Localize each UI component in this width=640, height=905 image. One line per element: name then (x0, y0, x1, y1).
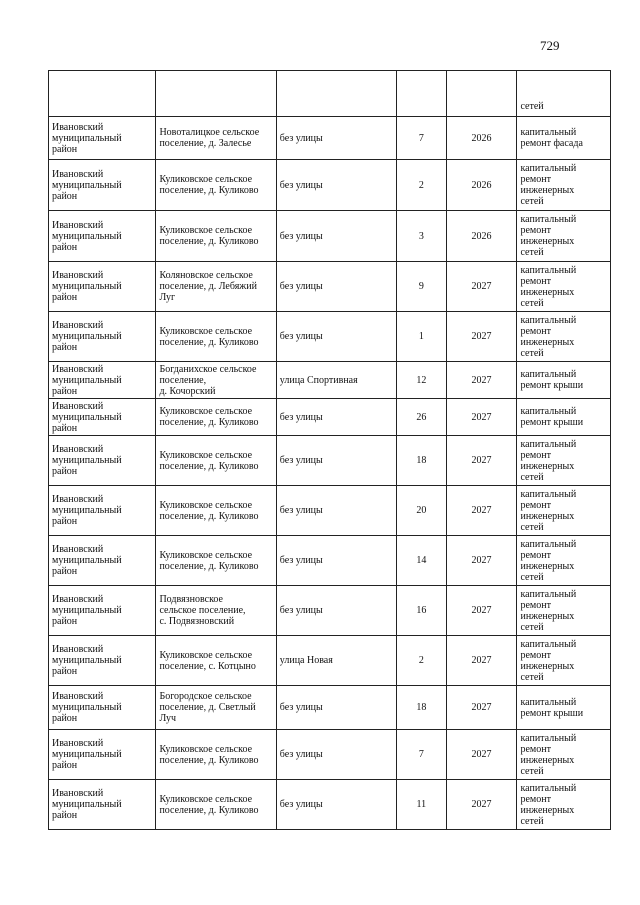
work-type-cell: капитальный ремонт инженерных сетей (517, 636, 611, 686)
district-cell: Ивановский муниципальный район (49, 211, 156, 262)
table-row (49, 262, 611, 312)
settlement-cell: Куликовское сельское поселение, д. Куликово (156, 160, 276, 211)
work-type-cell: капитальный ремонт фасада (517, 117, 611, 160)
table-row (49, 686, 611, 730)
house-cell: 2 (397, 160, 446, 211)
work-type-cell: капитальный ремонт инженерных сетей (517, 536, 611, 586)
street-cell: без улицы (276, 730, 396, 780)
table-row-continued (49, 71, 611, 117)
settlement-cell: Подвязновское сельское поселение, с. Подвязновский (156, 586, 276, 636)
street-cell: без улицы (276, 536, 396, 586)
year-cell: 2027 (446, 636, 517, 686)
district-cell: Ивановский муниципальный район (49, 399, 156, 436)
district-cell: Ивановский муниципальный район (49, 160, 156, 211)
street-cell: без улицы (276, 160, 396, 211)
work-type-cell: капитальный ремонт инженерных сетей (517, 586, 611, 636)
street-cell (276, 71, 396, 117)
settlement-cell: Богданихское сельское поселение, д. Кочорский (156, 362, 276, 399)
settlement-cell: Куликовское сельское поселение, д. Куликово (156, 730, 276, 780)
year-cell: 2026 (446, 117, 517, 160)
settlement-cell: Богородское сельское поселение, д. Светлый Луч (156, 686, 276, 730)
table-row (49, 117, 611, 160)
district-cell: Ивановский муниципальный район (49, 686, 156, 730)
district-cell: Ивановский муниципальный район (49, 586, 156, 636)
district-cell: Ивановский муниципальный район (49, 486, 156, 536)
settlement-cell: Коляновское сельское поселение, д. Лебяжий Луг (156, 262, 276, 312)
year-cell: 2027 (446, 686, 517, 730)
house-cell: 18 (397, 436, 446, 486)
district-cell: Ивановский муниципальный район (49, 536, 156, 586)
district-cell: Ивановский муниципальный район (49, 312, 156, 362)
settlement-cell: Куликовское сельское поселение, д. Куликово (156, 780, 276, 830)
district-cell: Ивановский муниципальный район (49, 636, 156, 686)
district-cell: Ивановский муниципальный район (49, 362, 156, 399)
year-cell: 2026 (446, 211, 517, 262)
work-type-cell: капитальный ремонт инженерных сетей (517, 780, 611, 830)
house-cell: 2 (397, 636, 446, 686)
settlement-cell: Куликовское сельское поселение, д. Куликово (156, 211, 276, 262)
district-cell: Ивановский муниципальный район (49, 117, 156, 160)
table-row (49, 636, 611, 686)
work-type-cell: капитальный ремонт крыши (517, 362, 611, 399)
street-cell: без улицы (276, 686, 396, 730)
street-cell: без улицы (276, 399, 396, 436)
district-cell: Ивановский муниципальный район (49, 780, 156, 830)
table-row (49, 436, 611, 486)
work-type-cell: капитальный ремонт инженерных сетей (517, 486, 611, 536)
district-cell: Ивановский муниципальный район (49, 730, 156, 780)
year-cell: 2027 (446, 730, 517, 780)
year-cell: 2027 (446, 262, 517, 312)
work-type-cell: капитальный ремонт инженерных сетей (517, 160, 611, 211)
district-cell (49, 71, 156, 117)
street-cell: без улицы (276, 436, 396, 486)
house-cell: 1 (397, 312, 446, 362)
year-cell: 2027 (446, 536, 517, 586)
street-cell: без улицы (276, 262, 396, 312)
work-type-cell: капитальный ремонт инженерных сетей (517, 312, 611, 362)
settlement-cell: Куликовское сельское поселение, д. Куликово (156, 436, 276, 486)
settlement-cell: Куликовское сельское поселение, д. Куликово (156, 486, 276, 536)
house-cell: 7 (397, 730, 446, 780)
street-cell: без улицы (276, 211, 396, 262)
table-row (49, 586, 611, 636)
page-number: 729 (540, 38, 560, 53)
year-cell (446, 71, 517, 117)
settlement-cell: Куликовское сельское поселение, д. Куликово (156, 536, 276, 586)
house-cell: 12 (397, 362, 446, 399)
table-row (49, 312, 611, 362)
settlement-cell: Куликовское сельское поселение, д. Куликово (156, 399, 276, 436)
table-row (49, 399, 611, 436)
settlement-cell (156, 71, 276, 117)
house-cell: 18 (397, 686, 446, 730)
house-cell: 9 (397, 262, 446, 312)
district-cell: Ивановский муниципальный район (49, 436, 156, 486)
house-cell: 11 (397, 780, 446, 830)
year-cell: 2027 (446, 362, 517, 399)
work-type-cell: капитальный ремонт инженерных сетей (517, 730, 611, 780)
settlement-cell: Куликовское сельское поселение, д. Куликово (156, 312, 276, 362)
street-cell: без улицы (276, 586, 396, 636)
work-type-cell: капитальный ремонт крыши (517, 686, 611, 730)
year-cell: 2026 (446, 160, 517, 211)
street-cell: улица Новая (276, 636, 396, 686)
street-cell: без улицы (276, 117, 396, 160)
table-row (49, 211, 611, 262)
work-type-cell: капитальный ремонт инженерных сетей (517, 211, 611, 262)
house-cell (397, 71, 446, 117)
work-type-cell: капитальный ремонт инженерных сетей (517, 436, 611, 486)
table-row (49, 780, 611, 830)
district-cell: Ивановский муниципальный район (49, 262, 156, 312)
table-row (49, 362, 611, 399)
table-row (49, 160, 611, 211)
year-cell: 2027 (446, 486, 517, 536)
work-type-cell: капитальный ремонт крыши (517, 399, 611, 436)
table-row (49, 730, 611, 780)
work-type-cell: сетей (517, 71, 611, 117)
house-cell: 14 (397, 536, 446, 586)
year-cell: 2027 (446, 436, 517, 486)
work-type-cell: капитальный ремонт инженерных сетей (517, 262, 611, 312)
settlement-cell: Куликовское сельское поселение, с. Котцыно (156, 636, 276, 686)
house-cell: 20 (397, 486, 446, 536)
house-cell: 3 (397, 211, 446, 262)
year-cell: 2027 (446, 312, 517, 362)
repair-schedule-table (48, 70, 611, 830)
table-row (49, 536, 611, 586)
street-cell: без улицы (276, 312, 396, 362)
house-cell: 16 (397, 586, 446, 636)
street-cell: без улицы (276, 486, 396, 536)
settlement-cell: Новоталицкое сельское поселение, д. Залесье (156, 117, 276, 160)
house-cell: 26 (397, 399, 446, 436)
street-cell: без улицы (276, 780, 396, 830)
year-cell: 2027 (446, 399, 517, 436)
year-cell: 2027 (446, 780, 517, 830)
year-cell: 2027 (446, 586, 517, 636)
table-row (49, 486, 611, 536)
house-cell: 7 (397, 117, 446, 160)
street-cell: улица Спортивная (276, 362, 396, 399)
